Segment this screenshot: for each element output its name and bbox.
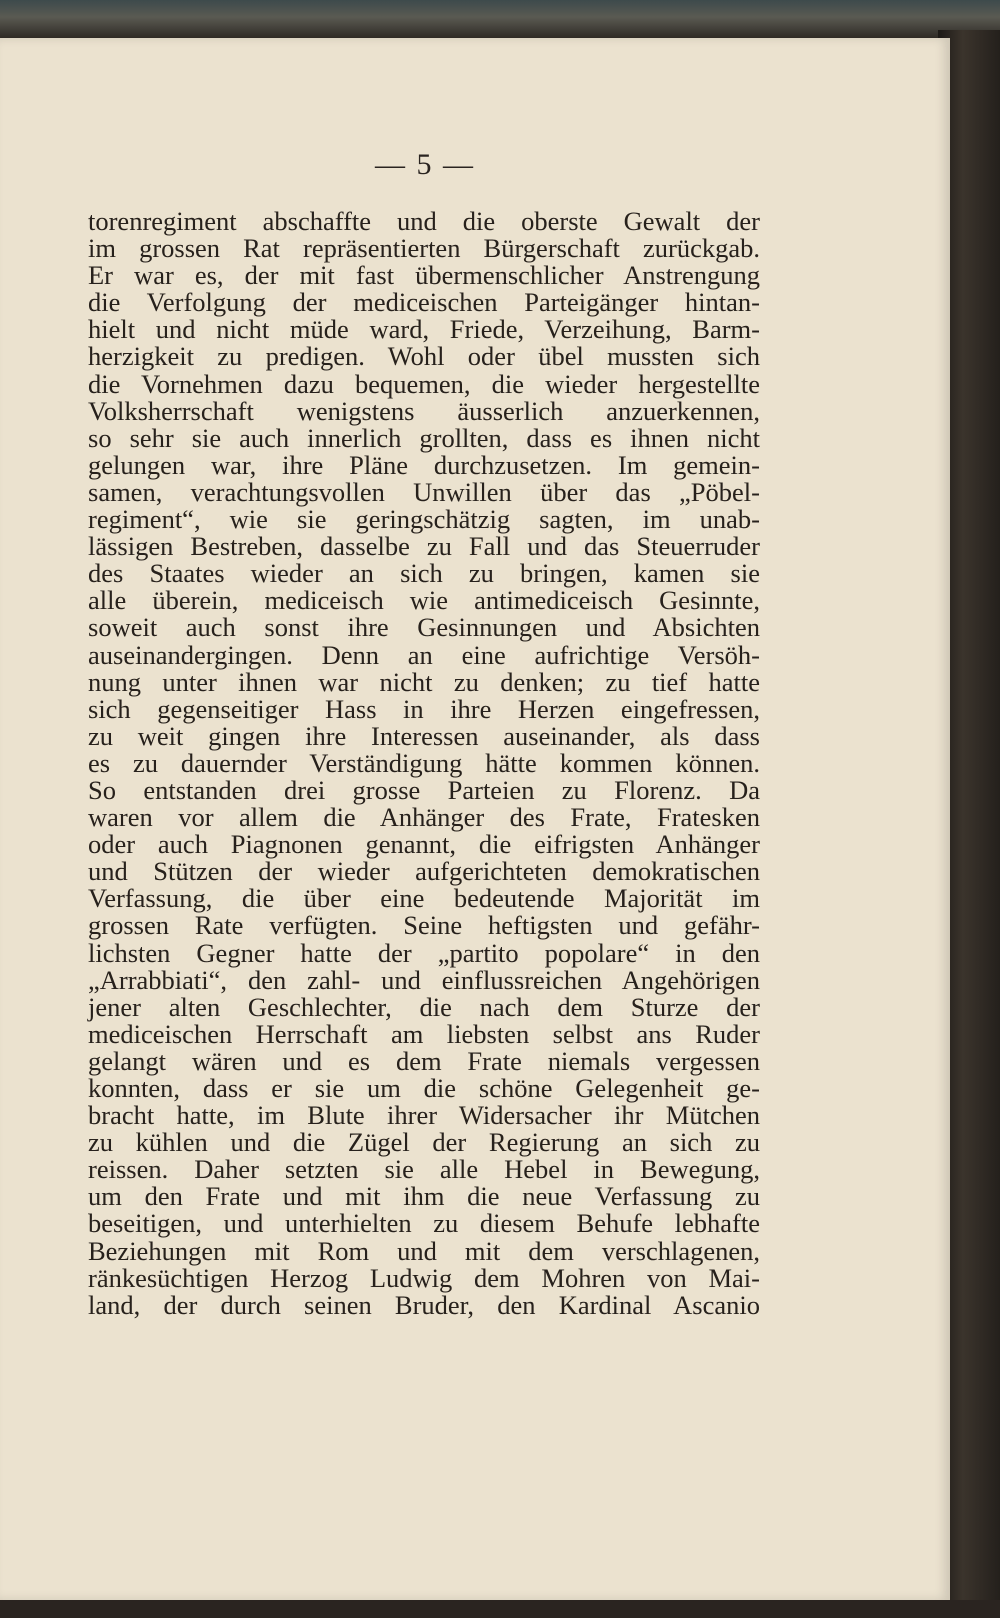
text-line: um den Frate und mit ihm die neue Verfassung zu — [88, 1181, 760, 1212]
text-line: und Stützen der wieder aufgerichteten demokratischen — [88, 856, 760, 887]
text-line: oder auch Piagnonen genannt, die eifrigsten Anhänger — [88, 829, 760, 860]
text-line: sich gegenseitiger Hass in ihre Herzen eingefressen, — [88, 693, 760, 724]
text-line: es zu dauernder Verständigung hätte kommen können. — [88, 747, 760, 778]
text-line: beseitigen, und unterhielten zu diesem Behufe lebhafte — [88, 1208, 760, 1239]
text-line: samen, verachtungsvollen Unwillen über das „Pöbel- — [88, 476, 760, 507]
text-line: „Arrabbiati“, den zahl- und einflussreichen Angehörigen — [88, 964, 760, 995]
text-line: herzigkeit zu predigen. Wohl oder übel mussten sich — [88, 341, 760, 372]
text-line: die Verfolgung der mediceischen Parteigänger hintan- — [88, 287, 760, 318]
text-line: so sehr sie auch innerlich grollten, dass es ihnen nicht — [88, 422, 760, 453]
text-line: jener alten Geschlechter, die nach dem Sturze der — [88, 991, 760, 1022]
paper-page — [0, 38, 950, 1600]
text-line: zu kühlen und die Zügel der Regierung an sich zu — [88, 1127, 760, 1158]
text-line: waren vor allem die Anhänger des Frate, Fratesken — [88, 802, 760, 833]
text-line: konnten, dass er sie um die schöne Gelegenheit ge- — [88, 1073, 760, 1103]
text-line: im grossen Rat repräsentierten Bürgerschaft zurückgab. — [88, 233, 760, 264]
text-line: ränkesüchtigen Herzog Ludwig dem Mohren von Mai- — [88, 1262, 760, 1293]
text-line: soweit auch sonst ihre Gesinnungen und Absichten — [88, 612, 760, 643]
text-line: des Staates wieder an sich zu bringen, kamen sie — [88, 558, 760, 589]
book-top-edge — [0, 0, 1000, 38]
text-line: mediceischen Herrschaft am liebsten selbst ans Ruder — [88, 1018, 760, 1049]
text-line: gelungen war, ihre Pläne durchzusetzen. Im gemein- — [88, 449, 760, 480]
text-line: Er war es, der mit fast übermenschlicher Anstrengung — [88, 260, 760, 291]
text-line: alle überein, mediceisch wie antimediceisch Gesinnte, — [88, 585, 760, 616]
body-text — [88, 208, 760, 1319]
text-line: regiment“, wie sie geringschätzig sagten, im unab- — [88, 504, 760, 535]
page-number: — 5 — — [375, 148, 475, 181]
text-line: reissen. Daher setzten sie alle Hebel in Bewegung, — [88, 1154, 760, 1185]
text-line: hielt und nicht müde ward, Friede, Verzeihung, Barm- — [88, 314, 760, 345]
book-bottom-edge — [0, 1600, 1000, 1618]
text-line: Volksherrschaft wenigstens äusserlich anzuerkennen, — [88, 395, 760, 426]
text-line: lichsten Gegner hatte der „partito popolare“ in den — [88, 937, 760, 968]
text-line: grossen Rate verfügten. Seine heftigsten und gefähr- — [88, 910, 760, 941]
text-line: gelangt wären und es dem Frate niemals vergessen — [88, 1045, 760, 1076]
text-line: Verfassung, die über eine bedeutende Majorität im — [88, 883, 760, 914]
text-line: So entstanden drei grosse Parteien zu Florenz. Da — [88, 774, 760, 805]
text-line: bracht hatte, im Blute ihrer Widersacher ihr Mütchen — [88, 1100, 760, 1131]
text-line: auseinandergingen. Denn an eine aufrichtige Versöh- — [88, 639, 760, 670]
text-line: die Vornehmen dazu bequemen, die wieder hergestellte — [88, 368, 760, 399]
text-line: torenregiment abschaffte und die oberste Gewalt der — [88, 206, 760, 236]
text-line: nung unter ihnen war nicht zu denken; zu tief hatte — [88, 666, 760, 697]
text-line: land, der durch seinen Bruder, den Kardinal Ascanio — [88, 1289, 760, 1320]
text-line: Beziehungen mit Rom und mit dem verschlagenen, — [88, 1235, 760, 1266]
text-line: zu weit gingen ihre Interessen auseinander, als dass — [88, 720, 760, 751]
text-line: lässigen Bestreben, dasselbe zu Fall und das Steuerruder — [88, 531, 760, 562]
